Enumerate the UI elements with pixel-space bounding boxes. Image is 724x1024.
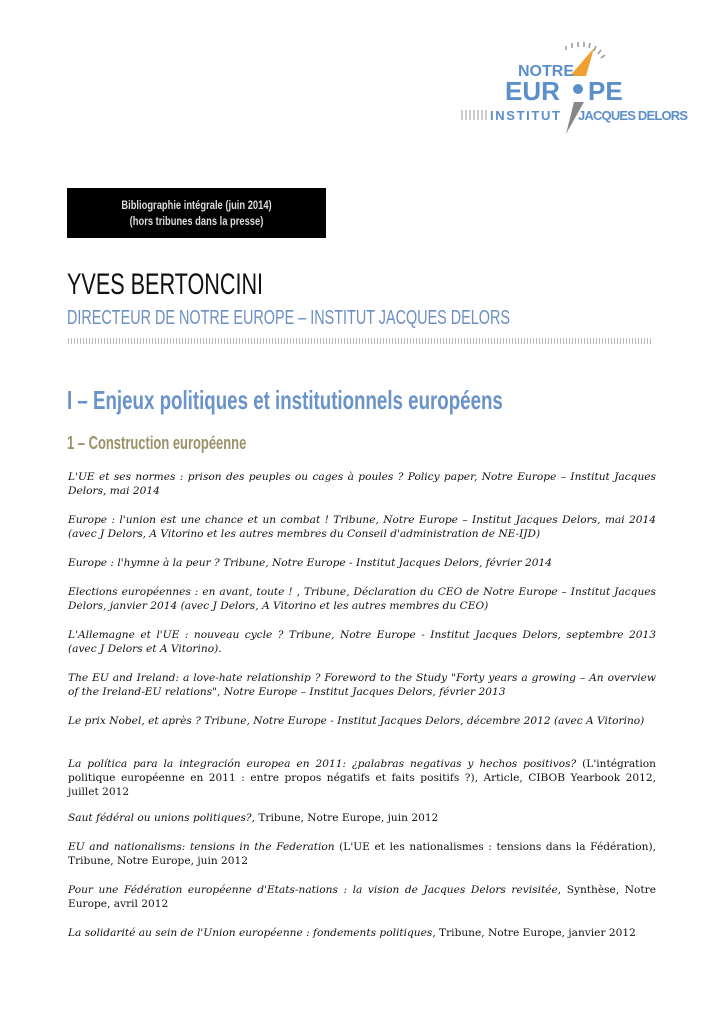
entry-details: , Synthèse, Notre Europe, avril 2012 <box>68 884 656 910</box>
entry-title: Saut fédéral ou unions politiques? <box>68 812 252 824</box>
bibliography-entry <box>68 671 656 699</box>
bibliography-banner <box>67 188 326 238</box>
bibliography-entry <box>68 757 656 799</box>
bibliography-entry <box>68 926 656 940</box>
svg-text:NOTRE: NOTRE <box>518 63 574 80</box>
bibliography-entry <box>68 556 656 570</box>
author-role: DIRECTEUR DE NOTRE EUROPE – INSTITUT JACQUES DELORS <box>67 307 511 329</box>
bibliography-entry <box>68 585 656 613</box>
compass-logo-icon <box>458 36 694 136</box>
entry-title: La política para la integración europea en 2011: ¿palabras negativas y hechos positivos? <box>68 758 577 770</box>
entry-title: Pour une Fédération européenne d'Etats-nations : la vision de Jacques Delors revisitée <box>68 884 558 896</box>
bibliography-entry <box>68 811 656 825</box>
entry-title: Europe : l'union est une chance et un combat ! Tribune, Notre Europe – Institut Jacques Delors, mai 2014 (avec J Delors, A Vitorino et les autres membres du Conseil d'administration de NE-IJD) <box>68 514 656 540</box>
entry-details: , Tribune, Notre Europe, janvier 2012 <box>432 927 636 939</box>
subsection-heading: 1 – Construction européenne <box>67 433 247 453</box>
section-heading: I – Enjeux politiques et institutionnels européens <box>67 385 503 415</box>
entry-title: The EU and Ireland: a love-hate relationship ? Foreword to the Study "Forty years a growing – An overview of the Ireland-EU relations", Notre Europe – Institut Jacques Delors, février 2013 <box>68 672 656 698</box>
author-name: YVES BERTONCINI <box>67 268 264 301</box>
bibliography-entry <box>68 840 656 868</box>
entry-details: , Tribune, Notre Europe, juin 2012 <box>251 812 439 824</box>
entry-title: L'Allemagne et l'UE : nouveau cycle ? Tribune, Notre Europe - Institut Jacques Delors, septembre 2013 (avec J Delors et A Vitorino). <box>68 629 656 655</box>
entry-details: (L'intégration politique européenne en 2011 : entre propos négatifs et faits positifs ?), Article, CIBOB Yearbook 2012, juillet 2012 <box>68 758 657 798</box>
svg-text:JACQUES DELORS: JACQUES DELORS <box>578 108 688 123</box>
svg-text:INSTITUT: INSTITUT <box>490 108 560 123</box>
bibliography-entry <box>68 628 656 656</box>
svg-text:EUR: EUR <box>505 76 560 106</box>
entry-title: Europe : l'hymne à la peur ? Tribune, Notre Europe - Institut Jacques Delors, février 2014 <box>68 557 553 569</box>
svg-text:PE: PE <box>588 76 623 106</box>
entry-title: Elections européennes : en avant, toute ! , Tribune, Déclaration du CEO de Notre Europe – Institut Jacques Delors, janvier 2014 (avec J Delors, A Vitorino et les autres membres du CEO) <box>68 586 656 612</box>
banner-line-2: (hors tribunes dans la presse) <box>129 214 264 228</box>
entry-title: EU and nationalisms: tensions in the Federation <box>68 841 335 853</box>
banner-line-1: Bibliographie intégrale (juin 2014) <box>121 198 272 212</box>
bibliography-entry <box>68 883 656 911</box>
entry-details: (L'UE et les nationalismes : tensions dans la Fédération), Tribune, Notre Europe, juin 2012 <box>68 841 656 867</box>
bibliography-entry <box>68 470 656 498</box>
notre-europe-logo <box>458 36 694 136</box>
bibliography-entry <box>68 513 656 541</box>
entry-title: La solidarité au sein de l'Union européenne : fondements politiques <box>68 927 433 939</box>
bibliography-entry <box>68 714 656 728</box>
entry-title: L'UE et ses normes : prison des peuples ou cages à poules ? Policy paper, Notre Europe – Institut Jacques Delors, mai 2014 <box>68 471 656 497</box>
entry-title: Le prix Nobel, et après ? Tribune, Notre Europe - Institut Jacques Delors, décembre 2012 (avec A Vitorino) <box>68 715 645 727</box>
dotted-divider <box>68 338 652 344</box>
